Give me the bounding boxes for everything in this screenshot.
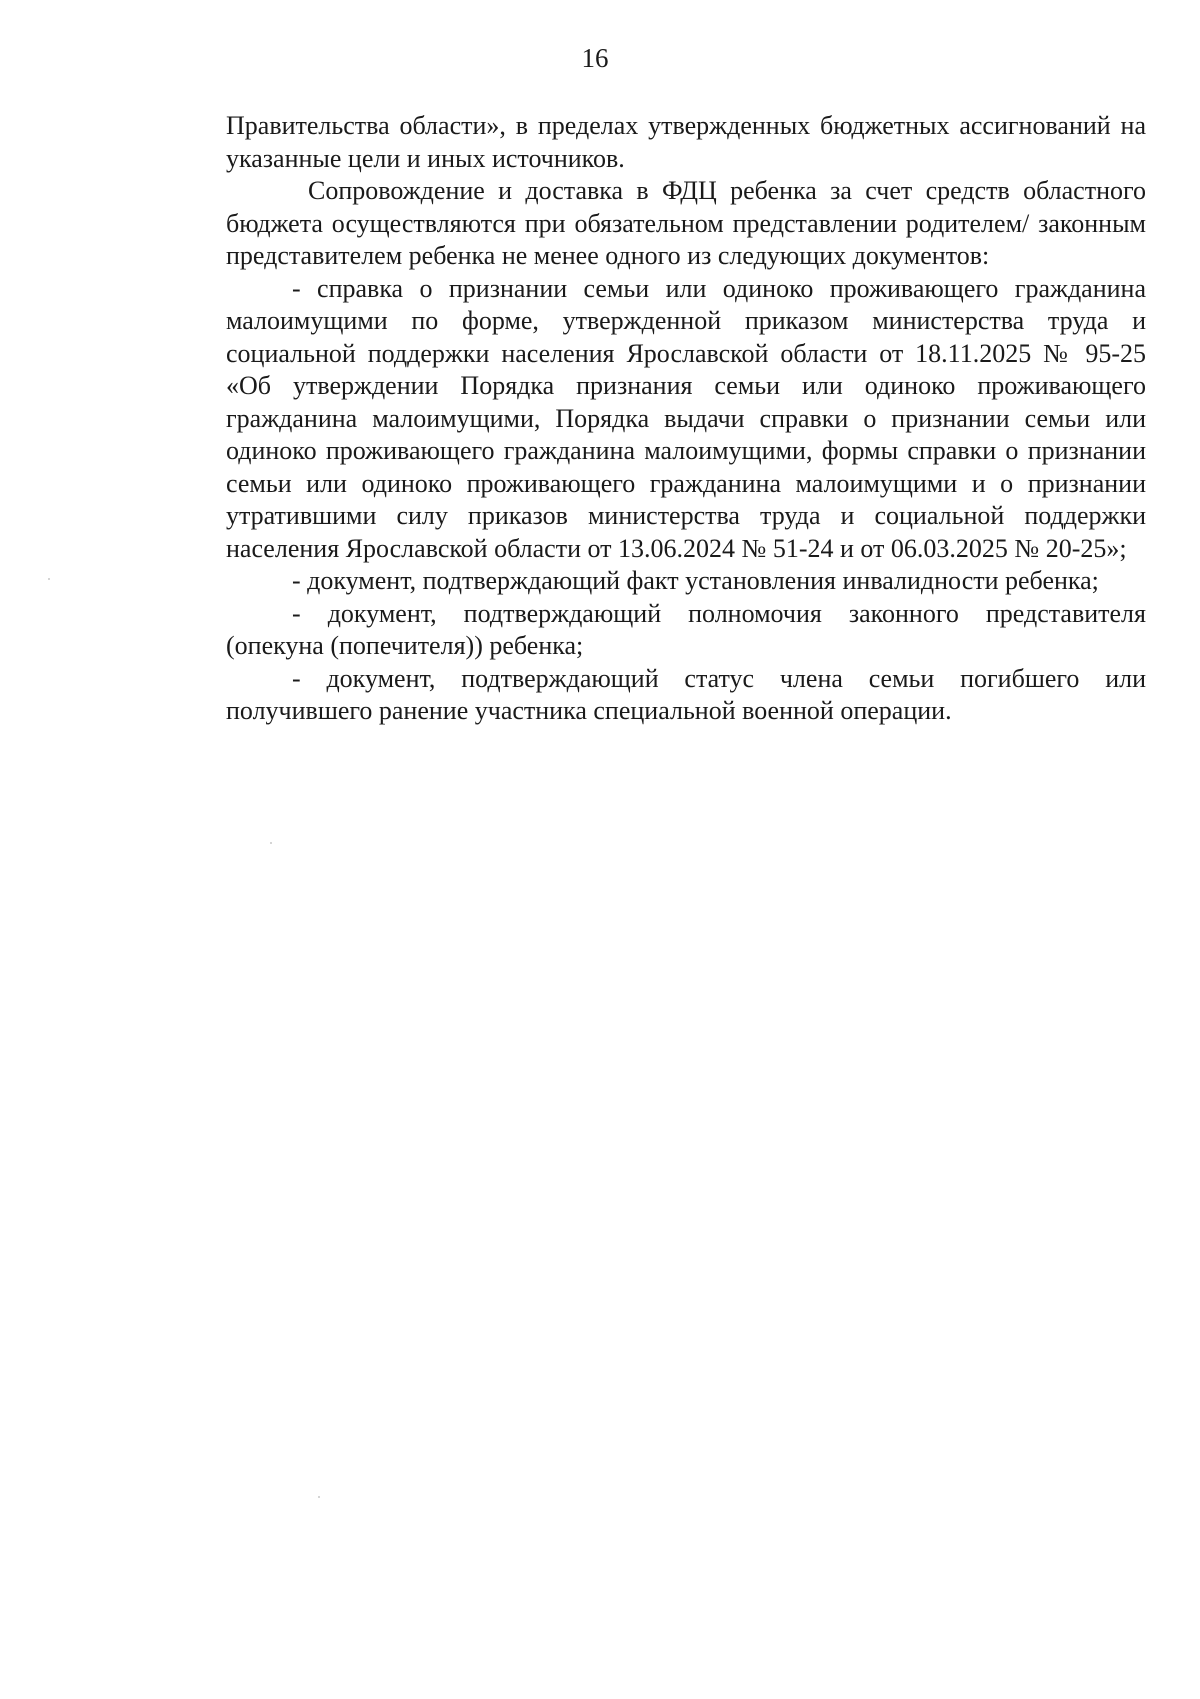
scan-speck xyxy=(48,578,50,580)
list-item-disability-document: - документ, подтверждающий факт установления инвалидности ребенка; xyxy=(292,566,1099,595)
document-body xyxy=(226,110,1146,728)
list-item-guardian-authority-document: - документ, подтверждающий полномочия законного представителя (опекуна (попечителя)) ребенка; xyxy=(226,598,1146,660)
paragraph-continuation: Правительства области», в пределах утвержденных бюджетных ассигнований на указанные цели и иных источников. xyxy=(226,111,1146,173)
scan-speck xyxy=(270,842,272,844)
scan-speck xyxy=(318,1496,320,1498)
page-number: 16 xyxy=(581,43,609,73)
list-item-low-income-certificate: - справка о признании семьи или одиноко проживающего гражданина малоимущими по форме, утвержденной приказом министерства труда и социальной поддержки населения Ярославской области от 18.11.2025 № 95-25 «Об утверждении Порядка признания семьи или одиноко проживающего гражданина малоимущими, Порядка выдачи справки о признании семьи или одиноко проживающего гражданина малоимущими, формы справки о признании семьи или одиноко проживающего гражданина малоимущими и о признании утратившими силу приказов министерства труда и социальной поддержки населения Ярославской области от 13.06.2024 № 51-24 и от 06.03.2025 № 20-25»; xyxy=(226,273,1146,563)
paragraph-escort-delivery: Сопровождение и доставка в ФДЦ ребенка за счет средств областного бюджета осуществляются при обязательном представлении родителем/ законным представителем ребенка не менее одного из следующих документов: xyxy=(226,176,1146,270)
list-item-svo-family-status-document: - документ, подтверждающий статус члена семьи погибшего или получившего ранение участника специальной военной операции. xyxy=(226,663,1146,725)
